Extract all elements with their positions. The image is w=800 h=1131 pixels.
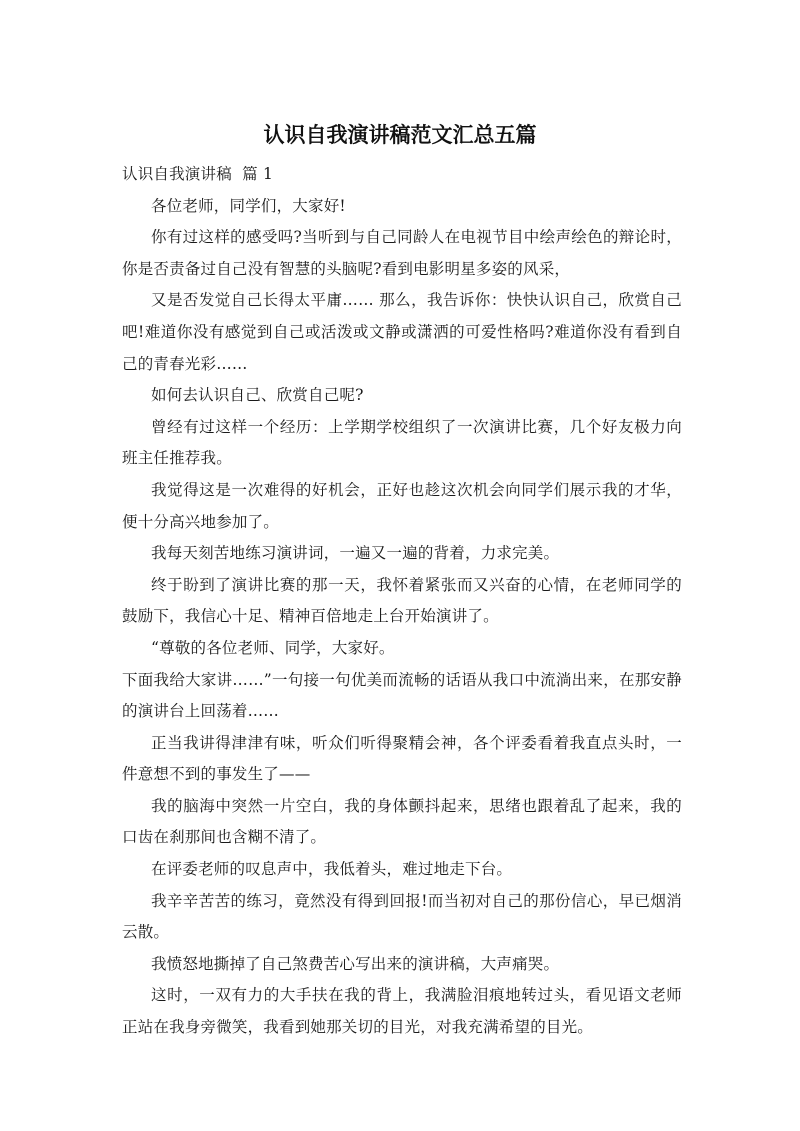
paragraph: 终于盼到了演讲比赛的那一天，我怀着紧张而又兴奋的心情，在老师同学的鼓励下，我信心十足、精神百倍地走上台开始演讲了。 — [122, 575, 682, 626]
paragraph: 你有过这样的感受吗?当听到与自己同龄人在电视节目中绘声绘色的辩论时，你是否责备过自己没有智慧的头脑呢?看到电影明星多姿的风采， — [122, 228, 682, 278]
paragraph: 正当我讲得津津有味，听众们听得聚精会神，各个评委看着我直点头时，一件意想不到的事发生了—— — [122, 733, 682, 784]
paragraph: 下面我给大家讲……”一句接一句优美而流畅的话语从我口中流淌出来，在那安静的演讲台上回荡着…… — [122, 670, 682, 721]
paragraph: “尊敬的各位老师、同学，大家好。 — [151, 638, 395, 657]
paragraph: 我辛辛苦苦的练习，竟然没有得到回报!而当初对自己的那份信心，早已烟消云散。 — [122, 891, 682, 942]
paragraph: 在评委老师的叹息声中，我低着头，难过地走下台。 — [151, 860, 513, 879]
document-body — [122, 159, 682, 1044]
paragraph: 我的脑海中突然一片空白，我的身体颤抖起来，思绪也跟着乱了起来，我的口齿在刹那间也含糊不清了。 — [122, 796, 682, 847]
paragraph: 这时，一双有力的大手扶在我的背上，我满脸泪痕地转过头，看见语文老师正站在我身旁微笑，我看到她那关切的目光，对我充满希望的目光。 — [122, 986, 682, 1037]
paragraph: 如何去认识自己、欣赏自己呢? — [151, 386, 364, 405]
paragraph: 我愤怒地撕掉了自己煞费苦心写出来的演讲稿，大声痛哭。 — [151, 954, 560, 973]
document-title: 认识自我演讲稿范文汇总五篇 — [263, 123, 537, 147]
section-heading: 认识自我演讲稿 篇 1 — [122, 165, 274, 183]
paragraph: 我每天刻苦地练习演讲词，一遍又一遍的背着，力求完美。 — [151, 544, 560, 563]
paragraph: 各位老师，同学们，大家好! — [151, 196, 346, 215]
paragraph: 又是否发觉自己长得太平庸…… 那么，我告诉你：快快认识自己，欣赏自己吧!难道你没有感觉到自己或活泼或文静或潇洒的可爱性格吗?难道你没有看到自己的青春光彩…… — [122, 291, 682, 373]
paragraph: 曾经有过这样一个经历：上学期学校组织了一次演讲比赛，几个好友极力向班主任推荐我。 — [122, 417, 682, 468]
paragraph: 我觉得这是一次难得的好机会，正好也趁这次机会向同学们展示我的才华，便十分高兴地参加了。 — [122, 480, 682, 531]
